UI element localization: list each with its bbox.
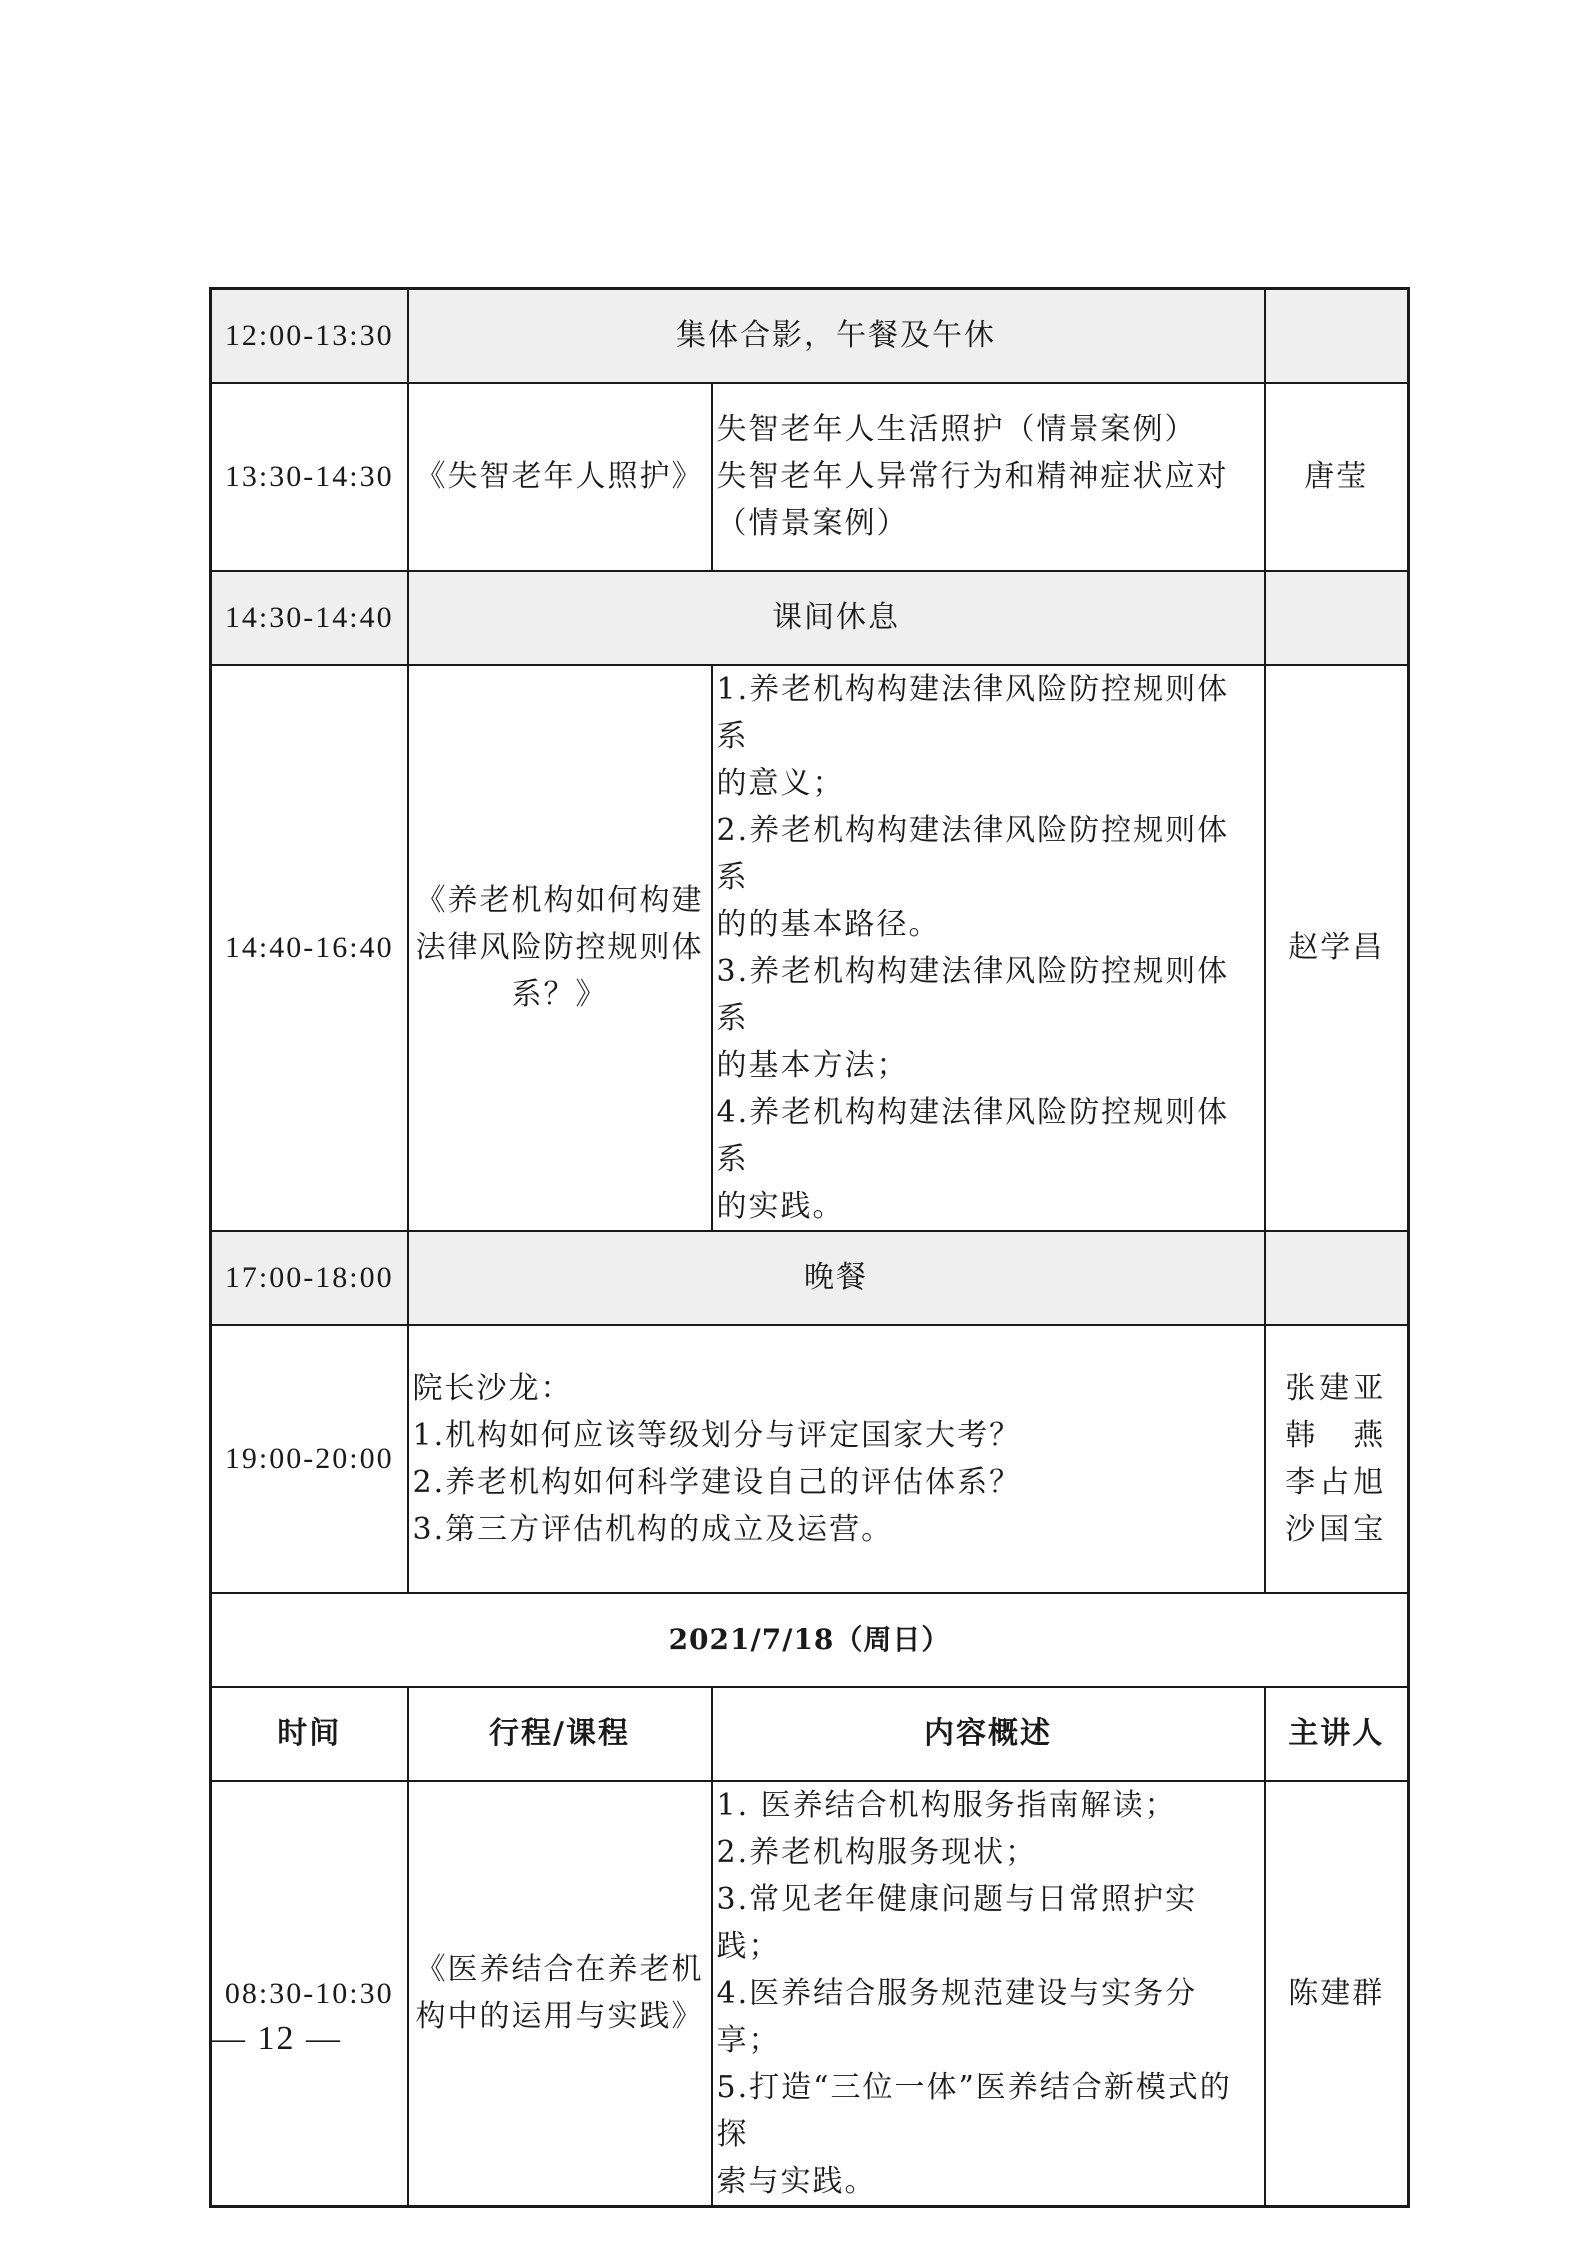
speaker-name: 张建亚 xyxy=(1285,1370,1388,1406)
content-line: 的基本方法； xyxy=(716,1047,909,1083)
speaker-cell: 赵学昌 xyxy=(1265,665,1409,1231)
time-cell: 13:30-14:30 xyxy=(211,383,408,571)
content-cell xyxy=(408,1325,1265,1593)
content-line: 3.常见老年健康问题与日常照护实践； xyxy=(716,1881,1198,1964)
speaker-name: 李占旭 xyxy=(1285,1464,1388,1500)
content-line: 索与实践。 xyxy=(716,2163,877,2199)
speaker-cell: 唐莹 xyxy=(1265,383,1409,571)
content-line: 院长沙龙： xyxy=(412,1370,573,1406)
content-line: 3.第三方评估机构的成立及运营。 xyxy=(412,1511,894,1547)
activity-cell: 晚餐 xyxy=(408,1231,1265,1325)
schedule-table xyxy=(209,287,1410,2208)
speaker-cell xyxy=(1265,1325,1409,1593)
speaker-name: 韩 燕 xyxy=(1285,1417,1388,1453)
table-row xyxy=(211,1325,1409,1593)
content-line: 1. 医养结合机构服务指南解读； xyxy=(716,1787,1177,1823)
content-line: 2.养老机构构建法律风险防控规则体系 xyxy=(716,812,1230,895)
table-row xyxy=(211,1231,1409,1325)
speaker-cell xyxy=(1265,1231,1409,1325)
column-header-content: 内容概述 xyxy=(712,1687,1265,1781)
time-cell: 12:00-13:30 xyxy=(211,289,408,383)
time-cell: 14:30-14:40 xyxy=(211,571,408,665)
content-line: 2.养老机构服务现状； xyxy=(716,1834,1038,1870)
course-cell xyxy=(408,1781,712,2207)
table-row xyxy=(211,1781,1409,2207)
course-line: 《养老机构如何构建 xyxy=(415,883,704,918)
column-header-time: 时间 xyxy=(211,1687,408,1781)
content-line: 的的基本路径。 xyxy=(716,906,941,942)
content-cell xyxy=(712,1781,1265,2207)
speaker-cell xyxy=(1265,289,1409,383)
speaker-cell xyxy=(1265,571,1409,665)
content-line: 1.养老机构构建法律风险防控规则体系 xyxy=(716,671,1230,754)
content-cell xyxy=(712,383,1265,571)
content-line: 3.养老机构构建法律风险防控规则体系 xyxy=(716,953,1230,1036)
table-row xyxy=(211,383,1409,571)
course-line: 系？》 xyxy=(511,977,608,1012)
course-line: 《医养结合在养老机 xyxy=(415,1952,704,1987)
column-header-speaker: 主讲人 xyxy=(1265,1687,1409,1781)
content-line: 的意义； xyxy=(716,765,845,801)
activity-cell: 集体合影，午餐及午休 xyxy=(408,289,1265,383)
content-line: 失智老年人生活照护（情景案例） xyxy=(716,412,1197,447)
time-cell: 08:30-10:30 xyxy=(211,1781,408,2207)
activity-cell: 课间休息 xyxy=(408,571,1265,665)
content-line: （情景案例） xyxy=(716,506,909,541)
time-cell: 19:00-20:00 xyxy=(211,1325,408,1593)
content-line: 4.养老机构构建法律风险防控规则体系 xyxy=(716,1094,1230,1177)
course-cell: 《失智老年人照护》 xyxy=(408,383,712,571)
header-row xyxy=(211,1687,1409,1781)
page-number: — 12 — xyxy=(211,2020,342,2057)
date-heading: 2021/7/18（周日） xyxy=(211,1593,1409,1687)
speaker-name: 沙国宝 xyxy=(1285,1511,1388,1547)
content-line: 2.养老机构如何科学建设自己的评估体系？ xyxy=(412,1464,1022,1500)
table-row xyxy=(211,1593,1409,1687)
content-cell xyxy=(712,665,1265,1231)
content-line: 失智老年人异常行为和精神症状应对 xyxy=(716,459,1229,494)
table-row xyxy=(211,571,1409,665)
time-cell: 14:40-16:40 xyxy=(211,665,408,1231)
content-line: 1.机构如何应该等级划分与评定国家大考？ xyxy=(412,1417,1022,1453)
course-line: 构中的运用与实践》 xyxy=(415,1999,704,2034)
content-line: 的实践。 xyxy=(716,1188,845,1224)
content-line: 4.医养结合服务规范建设与实务分享； xyxy=(716,1975,1198,2058)
course-line: 法律风险防控规则体 xyxy=(415,930,704,965)
column-header-course: 行程/课程 xyxy=(408,1687,712,1781)
content-line: 5.打造“三位一体”医养结合新模式的探 xyxy=(716,2069,1232,2152)
time-cell: 17:00-18:00 xyxy=(211,1231,408,1325)
speaker-cell: 陈建群 xyxy=(1265,1781,1409,2207)
table-row xyxy=(211,665,1409,1231)
course-cell xyxy=(408,665,712,1231)
table-row xyxy=(211,289,1409,383)
